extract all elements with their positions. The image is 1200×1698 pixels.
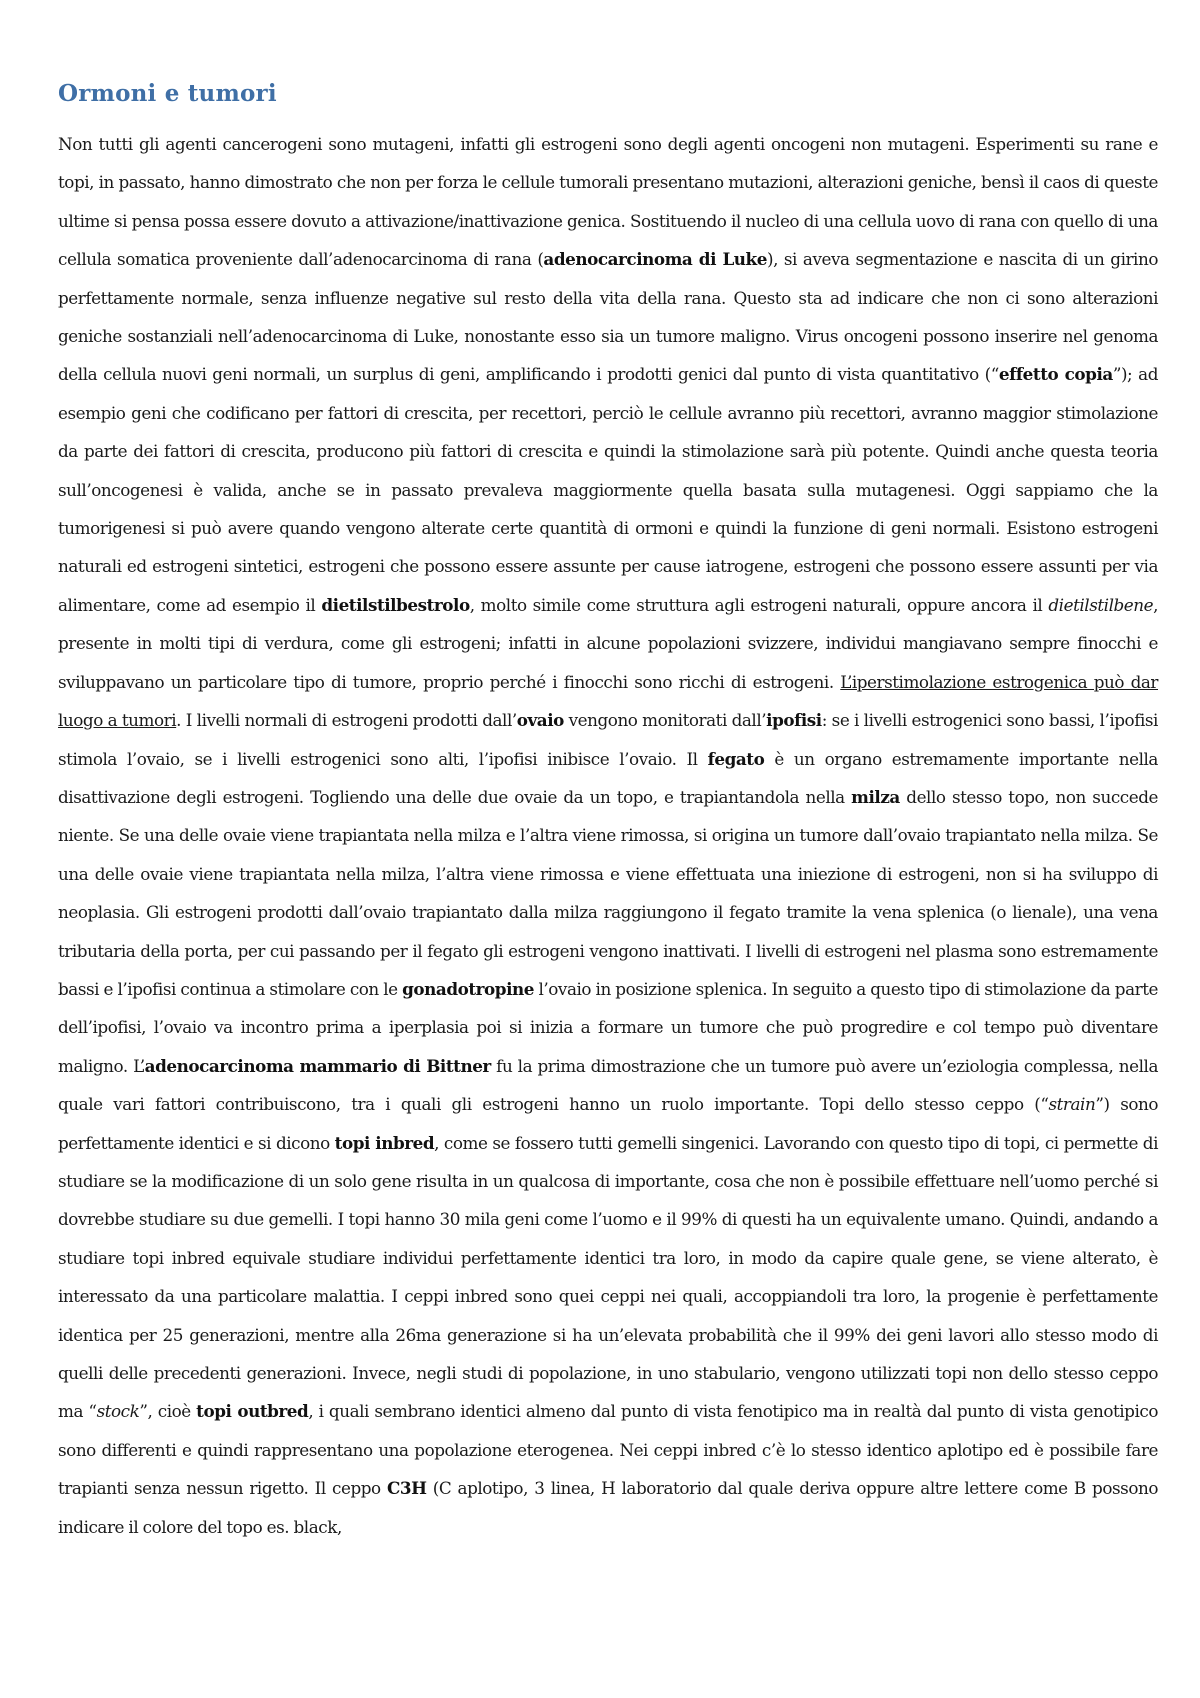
- text-run: vengono monitorati dall’: [563, 710, 767, 731]
- bold-term-adenocarcinoma-bittner: adenocarcinoma mammario di Bittner: [144, 1055, 491, 1076]
- bold-term-effetto-copia: effetto copia: [998, 364, 1113, 385]
- bold-term-dietilstilbestrolo: dietilstilbestrolo: [321, 594, 470, 615]
- text-run: , i quali sembrano identici almeno dal punto di vista fenotipico ma in realtà dal punto di vista genotipico sono differenti e quindi rappresentano una popolazione eterogenea. Nei ceppi inbred c’è lo stesso identico aplotipo ed è possibile fare trapianti senza nessun rigetto. Il ceppo: [58, 1401, 1158, 1499]
- bold-term-fegato: fegato: [707, 748, 765, 769]
- text-run: , come se fossero tutti gemelli singenici. Lavorando con questo tipo di topi, ci permette di studiare se la modificazione di un solo gene risulta in un qualcosa di importante, cosa che non è possibile effettuare nell’uomo perché si dovrebbe studiare su due gemelli. I topi hanno 30 mila geni come l’uomo e il 99% di questi ha un equivalente umano. Quindi, andando a studiare topi inbred equivale studiare individui perfettamente identici tra loro, in modo da capire quale gene, se viene alterato, è interessato da una particolare malattia. I ceppi inbred sono quei ceppi nei quali, accoppiandoli tra loro, la progenie è perfettamente identica per 25 generazioni, mentre alla 26ma generazione si ha un’elevata probabilità che il 99% dei geni lavori allo stesso modo di quelli delle precedenti generazioni. Invece, negli studi di popolazione, in uno stabulario, vengono utilizzati topi non dello stesso ceppo ma “: [58, 1132, 1158, 1422]
- italic-term-dietilstilbene: dietilstilbene: [1048, 594, 1154, 615]
- text-run: fu la prima dimostrazione che un tumore può avere un’eziologia complessa, nella quale vari fattori contribuiscono, tra i quali gli estrogeni hanno un ruolo importante. Topi dello stesso ceppo (“: [58, 1055, 1158, 1115]
- text-run: ”, cioè: [139, 1401, 197, 1422]
- bold-term-topi-outbred: topi outbred: [196, 1401, 309, 1422]
- text-run: : se i livelli estrogenici sono bassi, l’ipofisi stimola l’ovaio, se i livelli estrogenici sono alti, l’ipofisi inibisce l’ovaio. Il: [58, 710, 1158, 769]
- italic-term-stock: stock: [96, 1401, 140, 1422]
- text-run: è un organo estremamente importante nella disattivazione degli estrogeni. Togliendo una delle due ovaie da un topo, e trapiantandola nella: [58, 748, 1158, 807]
- text-run: dello stesso topo, non succede niente. Se una delle ovaie viene trapiantata nella milza e l’altra viene rimossa, si origina un tumore dall’ovaio trapiantato nella milza. Se una delle ovaie viene trapiantata nella milza, l’altra viene rimossa e viene effettuata una iniezione di estrogeni, non si ha sviluppo di neoplasia. Gli estrogeni prodotti dall’ovaio trapiantato dalla milza raggiungono il fegato tramite la vena splenica (o lienale), una vena tributaria della porta, per cui passando per il fegato gli estrogeni vengono inattivati. I livelli di estrogeni nel plasma sono estremamente bassi e l’ipofisi continua a stimolare con le: [58, 786, 1158, 999]
- text-run: , molto simile come struttura agli estrogeni naturali, oppure ancora il: [469, 594, 1049, 615]
- bold-term-gonadotropine: gonadotropine: [402, 978, 534, 999]
- bold-term-ipofisi: ipofisi: [766, 710, 822, 731]
- text-run: . I livelli normali di estrogeni prodotti dall’: [176, 710, 517, 731]
- text-run: ), si aveva segmentazione e nascita di un girino perfettamente normale, senza influenze negative sul resto della vita della rana. Questo sta ad indicare che non ci sono alterazioni geniche sostanziali nell’adenocarcinoma di Luke, nonostante esso sia un tumore maligno. Virus oncogeni possono inserire nel genoma della cellula nuovi geni normali, un surplus di geni, amplificando i prodotti genici dal punto di vista quantitativo (“: [58, 249, 1158, 385]
- italic-term-strain: strain: [1048, 1094, 1096, 1115]
- text-run: ”) sono perfettamente identici e si dicono: [58, 1094, 1159, 1153]
- text-run: ”); ad esempio geni che codificano per fattori di crescita, per recettori, perciò le cellule avranno più recettori, avranno maggior stimolazione da parte dei fattori di crescita, producono più fattori di crescita e quindi la stimolazione sarà più potente. Quindi anche questa teoria sull’oncogenesi è valida, anche se in passato prevaleva maggiormente quella basata sulla mutagenesi. Oggi sappiamo che la tumorigenesi si può avere quando vengono alterate certe quantità di ormoni e quindi la funzione di geni normali. Esistono estrogeni naturali ed estrogeni sintetici, estrogeni che possono essere assunte per cause iatrogene, estrogeni che possono essere assunti per via alimentare, come ad esempio il: [58, 364, 1158, 615]
- bold-term-milza: milza: [851, 786, 900, 807]
- page-title: Ormoni e tumori: [58, 80, 277, 107]
- text-run: , presente in molti tipi di verdura, come gli estrogeni; infatti in alcune popolazioni svizzere, individui mangiavano sempre finocchi e sviluppavano un particolare tipo di tumore, proprio perché i finocchi sono ricchi di estrogeni.: [58, 594, 1158, 692]
- underlined-statement: L’iperstimolazione estrogenica può dar luogo a tumori: [58, 671, 1158, 731]
- bold-term-c3h: C3H: [386, 1478, 427, 1499]
- text-run: Non tutti gli agenti cancerogeni sono mutageni, infatti gli estrogeni sono degli agenti oncogeni non mutageni. Esperimenti su rane e topi, in passato, hanno dimostrato che non per forza le cellule tumorali presentano mutazioni, alterazioni geniche, bensì il caos di queste ultime si pensa possa essere dovuto a attivazione/inattivazione genica. Sostituendo il nucleo di una cellula uovo di rana con quello di una cellula somatica proveniente dall’adenocarcinoma di rana (: [58, 134, 1158, 270]
- bold-term-topi-inbred: topi inbred: [334, 1132, 435, 1153]
- text-run: l’ovaio in posizione splenica. In seguito a questo tipo di stimolazione da parte dell’ipofisi, l’ovaio va incontro prima a iperplasia poi si inizia a formare un tumore che può progredire e col tempo può diventare maligno. L’: [58, 978, 1158, 1076]
- bold-term-ovaio: ovaio: [516, 710, 564, 731]
- body-paragraph: [58, 125, 1158, 1546]
- text-run: (C aplotipo, 3 linea, H laboratorio dal quale deriva oppure altre lettere come B possono indicare il colore del topo es. black,: [58, 1478, 1158, 1537]
- bold-term-adenocarcinoma-luke: adenocarcinoma di Luke: [543, 249, 767, 270]
